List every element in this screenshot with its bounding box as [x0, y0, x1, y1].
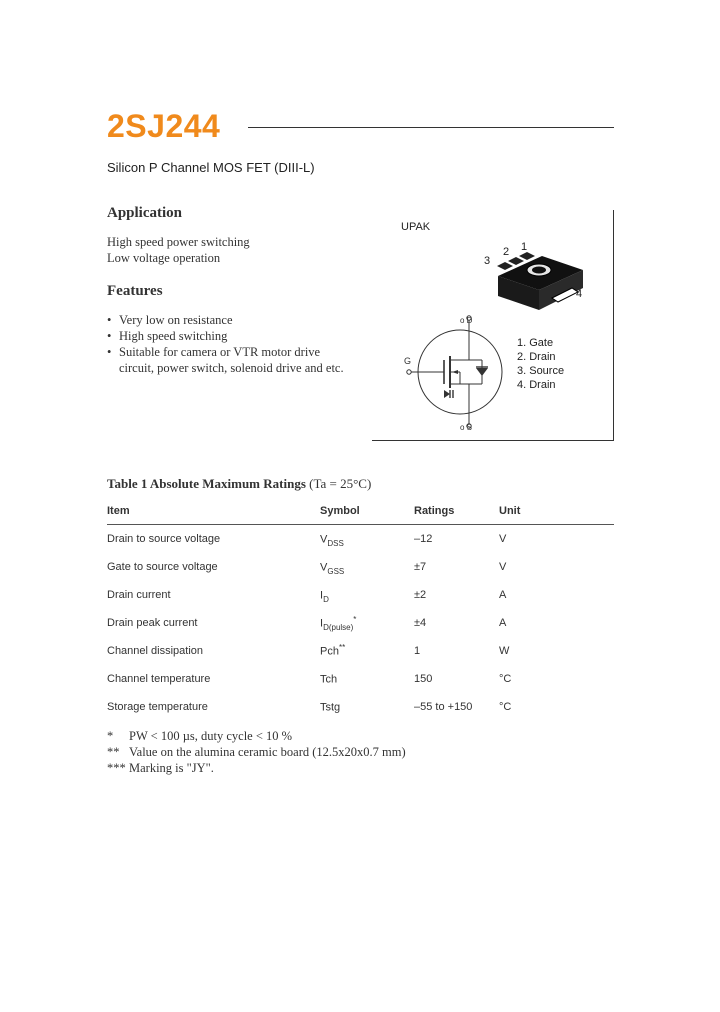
cell-unit: V [499, 561, 507, 573]
cell-symbol: Pch** [320, 642, 346, 658]
cell-item: Channel dissipation [107, 645, 204, 657]
upak-package-drawing [480, 234, 590, 314]
table-row [107, 525, 614, 554]
cell-symbol: Tstg [320, 701, 341, 714]
cell-item: Drain to source voltage [107, 533, 221, 545]
cell-unit: V [499, 533, 507, 545]
cell-symbol: $V_{DSS}$ [320, 533, 344, 548]
cell-item: Channel temperature [107, 673, 211, 685]
pin-label-2: 2 [503, 246, 510, 258]
feature-item: • High speed switching [107, 329, 228, 343]
footnote: ** Value on the alumina ceramic board (12.5x20x0.7 mm) [107, 745, 406, 759]
part-number: 2SJ244 [107, 108, 221, 144]
cell-symbol: $V_{GSS}$ [320, 561, 345, 576]
table-header-row [107, 497, 614, 525]
table-row [107, 609, 614, 637]
cell-rating: ±7 [414, 561, 427, 573]
features-list [107, 312, 367, 376]
cell-item: Storage temperature [107, 701, 208, 713]
footnote: * PW < 100 µs, duty cycle < 10 % [107, 729, 293, 743]
table-title-main: Table 1 Absolute Maximum Ratings [107, 476, 306, 491]
table-title [107, 476, 371, 492]
pin-legend-item: 2. Drain [517, 351, 556, 363]
cell-rating: –55 to +150 [414, 701, 473, 713]
source-terminal-label: o S [460, 423, 473, 432]
features-heading: Features [107, 283, 163, 299]
gate-terminal-label: G [404, 356, 412, 366]
cell-item: Drain peak current [107, 617, 198, 629]
application-line: Low voltage operation [107, 251, 221, 265]
cell-unit: A [499, 617, 507, 629]
mosfet-schematic-symbol [400, 312, 506, 432]
cell-rating: ±2 [414, 589, 427, 601]
pin-legend-item: 1. Gate [517, 337, 554, 349]
pin-legend-item: 4. Drain [517, 379, 556, 391]
cell-item: Drain current [107, 589, 171, 601]
feature-item: • Very low on resistance [107, 313, 233, 327]
subtitle: Silicon P Channel MOS FET (DIII-L) [107, 160, 315, 175]
cell-rating: ±4 [414, 617, 427, 629]
cell-unit: W [499, 645, 510, 657]
pin-label-3: 3 [484, 255, 491, 267]
feature-item: • Suitable for camera or VTR motor drive [107, 345, 321, 359]
footnotes [107, 728, 507, 776]
cell-symbol: Tch [320, 673, 338, 686]
table-title-condition: (Ta = 25°C) [309, 476, 372, 491]
pin-legend [517, 336, 564, 392]
pin-legend-item: 3. Source [517, 365, 565, 377]
column-header: Symbol [320, 497, 414, 525]
table-row [107, 693, 614, 721]
package-name: UPAK [401, 221, 431, 233]
feature-item-continuation: circuit, power switch, solenoid drive and etc. [119, 361, 344, 375]
absolute-maximum-ratings-table [107, 497, 614, 721]
pin-label-4: 4 [576, 288, 583, 300]
pin-label-1: 1 [521, 241, 528, 253]
column-header: Ratings [414, 497, 499, 525]
cell-rating: 1 [414, 645, 421, 657]
cell-rating: –12 [414, 533, 433, 545]
drain-terminal-label: o D [460, 316, 473, 325]
title-rule [248, 127, 614, 128]
cell-rating: 150 [414, 673, 433, 685]
column-header: Item [107, 497, 320, 525]
application-line: High speed power switching [107, 235, 250, 249]
footnote: *** Marking is "JY". [107, 761, 214, 775]
table-row [107, 581, 614, 609]
cell-unit: A [499, 589, 507, 601]
table-row [107, 553, 614, 581]
cell-item: Gate to source voltage [107, 561, 218, 573]
table-row [107, 637, 614, 665]
cell-symbol: $I_D$ [320, 589, 329, 604]
cell-symbol: $I_{D(pulse)}^*$ [320, 614, 357, 632]
application-heading: Application [107, 205, 183, 221]
cell-unit: °C [499, 701, 512, 713]
column-header: Unit [499, 497, 614, 525]
cell-unit: °C [499, 673, 512, 685]
table-row [107, 665, 614, 693]
